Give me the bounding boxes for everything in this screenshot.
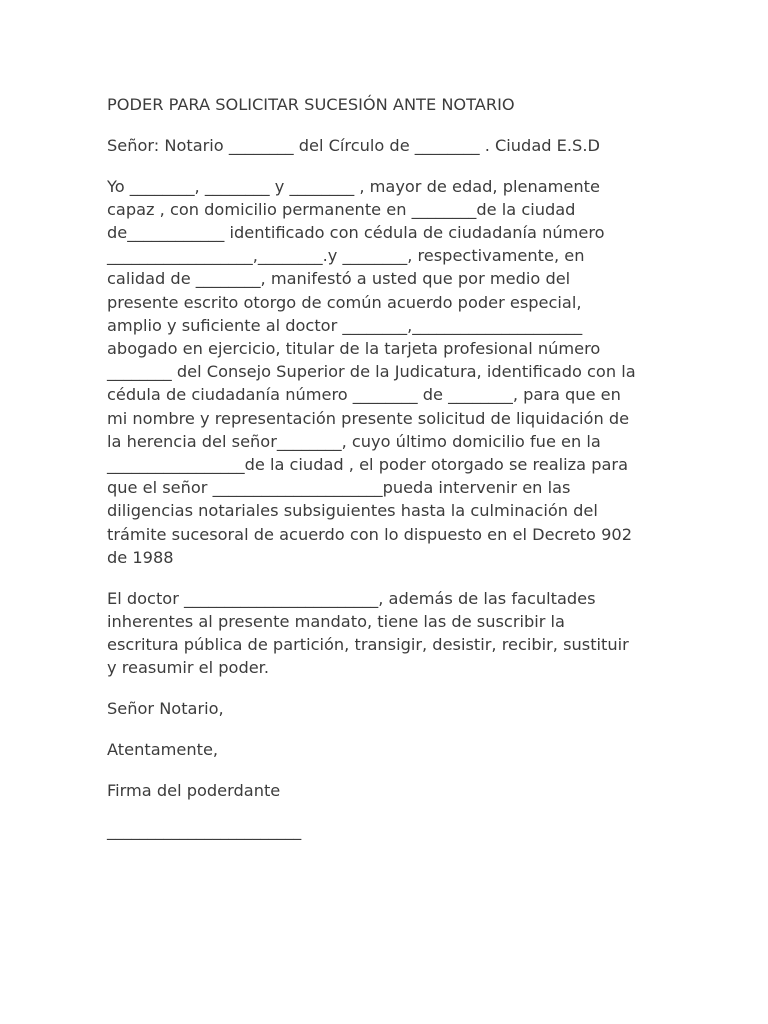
signature-label: Firma del poderdante	[107, 780, 281, 800]
body-line: la herencia del señor________, cuyo último domicilio fue en la	[107, 431, 601, 451]
signature-line: ________________________	[107, 821, 302, 841]
body-line: abogado en ejercicio, titular de la tarjeta profesional número	[107, 339, 601, 359]
body-line: ________ del Consejo Superior de la Judicatura, identificado con la	[107, 362, 636, 382]
body-line: __________________,________.y ________, respectivamente, en	[107, 246, 585, 266]
faculties-line: inherentes al presente mandato, tiene las de suscribir la	[107, 611, 565, 631]
closing-address: Señor Notario,	[107, 699, 224, 719]
body-line: calidad de ________, manifestó a usted que por medio del	[107, 269, 571, 289]
closing: Atentamente,	[107, 739, 219, 759]
body-line: capaz , con domicilio permanente en ________de la ciudad	[107, 199, 576, 219]
body-line: mi nombre y representación presente solicitud de liquidación de	[107, 408, 630, 428]
body-line: que el señor _____________________pueda intervenir en las	[107, 478, 571, 498]
faculties-line: escritura pública de partición, transigir, desistir, recibir, sustituir	[107, 635, 629, 655]
faculties-line: El doctor ________________________, además de las facultades	[107, 588, 596, 608]
body-line: diligencias notariales subsiguientes hasta la culminación del	[107, 501, 598, 521]
body-line: Yo ________, ________ y ________ , mayor de edad, plenamente	[107, 176, 600, 196]
body-line: de____________ identificado con cédula de ciudadanía número	[107, 223, 605, 242]
faculties-line: y reasumir el poder.	[107, 658, 269, 678]
body-line: cédula de ciudadanía número ________ de ________, para que en	[107, 385, 621, 405]
body-line: de 1988	[107, 547, 174, 567]
body-line: presente escrito otorgo de común acuerdo poder especial,	[107, 292, 582, 312]
body-line: _________________de la ciudad , el poder otorgado se realiza para	[107, 455, 629, 475]
faculties-paragraph	[107, 587, 677, 680]
document-title: PODER PARA SOLICITAR SUCESIÓN ANTE NOTARIO	[107, 95, 515, 114]
body-line: amplio y suficiente al doctor ________,_____________________	[107, 315, 583, 335]
document-page	[107, 93, 677, 860]
body-line: trámite sucesoral de acuerdo con lo dispuesto en el Decreto 902	[107, 524, 632, 544]
body-paragraph	[107, 175, 677, 569]
salutation: Señor: Notario ________ del Círculo de ________ . Ciudad E.S.D	[107, 135, 600, 155]
